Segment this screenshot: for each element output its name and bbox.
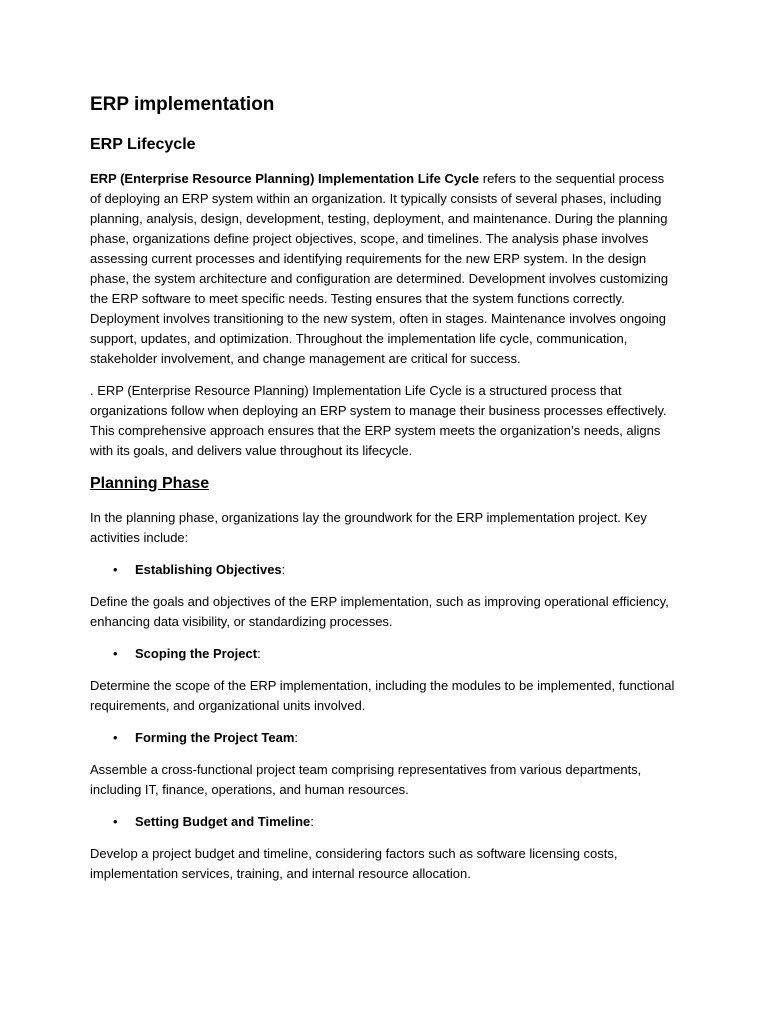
list-item bbox=[90, 812, 678, 832]
intro-bold-term: ERP (Enterprise Resource Planning) Implementation Life Cycle bbox=[90, 171, 480, 186]
colon: : bbox=[257, 646, 261, 661]
colon: : bbox=[294, 730, 299, 745]
activity-description: Define the goals and objectives of the ERP implementation, such as improving operational efficiency, enhancing data visibility, or standardizing processes. bbox=[90, 594, 669, 629]
lifecycle-heading: ERP Lifecycle bbox=[90, 136, 196, 153]
activity-list-1 bbox=[90, 560, 678, 580]
intro-paragraph bbox=[90, 169, 678, 369]
activity-title: Establishing Objectives bbox=[135, 562, 282, 577]
list-item bbox=[90, 560, 678, 580]
bullet-icon: • bbox=[113, 730, 118, 745]
list-item bbox=[90, 728, 678, 748]
colon: : bbox=[310, 814, 314, 829]
activity-title: Forming the Project Team bbox=[135, 730, 295, 745]
planning-phase-heading: Planning Phase bbox=[90, 475, 210, 492]
activity-list-3 bbox=[90, 728, 678, 748]
activity-title: Setting Budget and Timeline bbox=[135, 814, 311, 829]
document-title: ERP implementation bbox=[90, 94, 275, 115]
activity-description: Determine the scope of the ERP implementation, including the modules to be implemented, functional requirements, and organizational units involved. bbox=[90, 678, 675, 713]
colon: : bbox=[281, 562, 286, 577]
activity-description: Develop a project budget and timeline, considering factors such as software licensing costs, implementation services, training, and internal resource allocation. bbox=[90, 846, 618, 881]
activity-title: Scoping the Project bbox=[135, 646, 258, 661]
bullet-icon: • bbox=[113, 562, 118, 577]
intro-text: refers to the sequential process of deploying an ERP system within an organization. It typically consists of several phases, including planning, analysis, design, development, testing, deployment, and maintenance. During the planning phase, organizations define project objectives, scope, and timelines. The analysis phase involves assessing current processes and identifying requirements for the new ERP system. In the design phase, the system architecture and configuration are determined. Development involves customizing the ERP software to meet specific needs. Testing ensures that the system functions correctly. Deployment involves transitioning to the new system, often in stages. Maintenance involves ongoing support, updates, and optimization. Throughout the implementation life cycle, communication, stakeholder involvement, and change management are critical for success. bbox=[90, 171, 669, 366]
activity-list-4 bbox=[90, 812, 678, 832]
planning-intro-paragraph: In the planning phase, organizations lay the groundwork for the ERP implementation project. Key activities include: bbox=[90, 510, 647, 545]
activity-description: Assemble a cross-functional project team comprising representatives from various departments, including IT, finance, operations, and human resources. bbox=[90, 762, 642, 797]
activity-list-2 bbox=[90, 644, 678, 664]
second-paragraph: . ERP (Enterprise Resource Planning) Implementation Life Cycle is a structured process that organizations follow when deploying an ERP system to manage their business processes effectively. This comprehensive approach ensures that the ERP system meets the organization’s needs, aligns with its goals, and delivers value throughout its lifecycle. bbox=[90, 383, 667, 458]
list-item bbox=[90, 644, 678, 664]
bullet-icon: • bbox=[113, 814, 118, 829]
bullet-icon: • bbox=[113, 646, 118, 661]
